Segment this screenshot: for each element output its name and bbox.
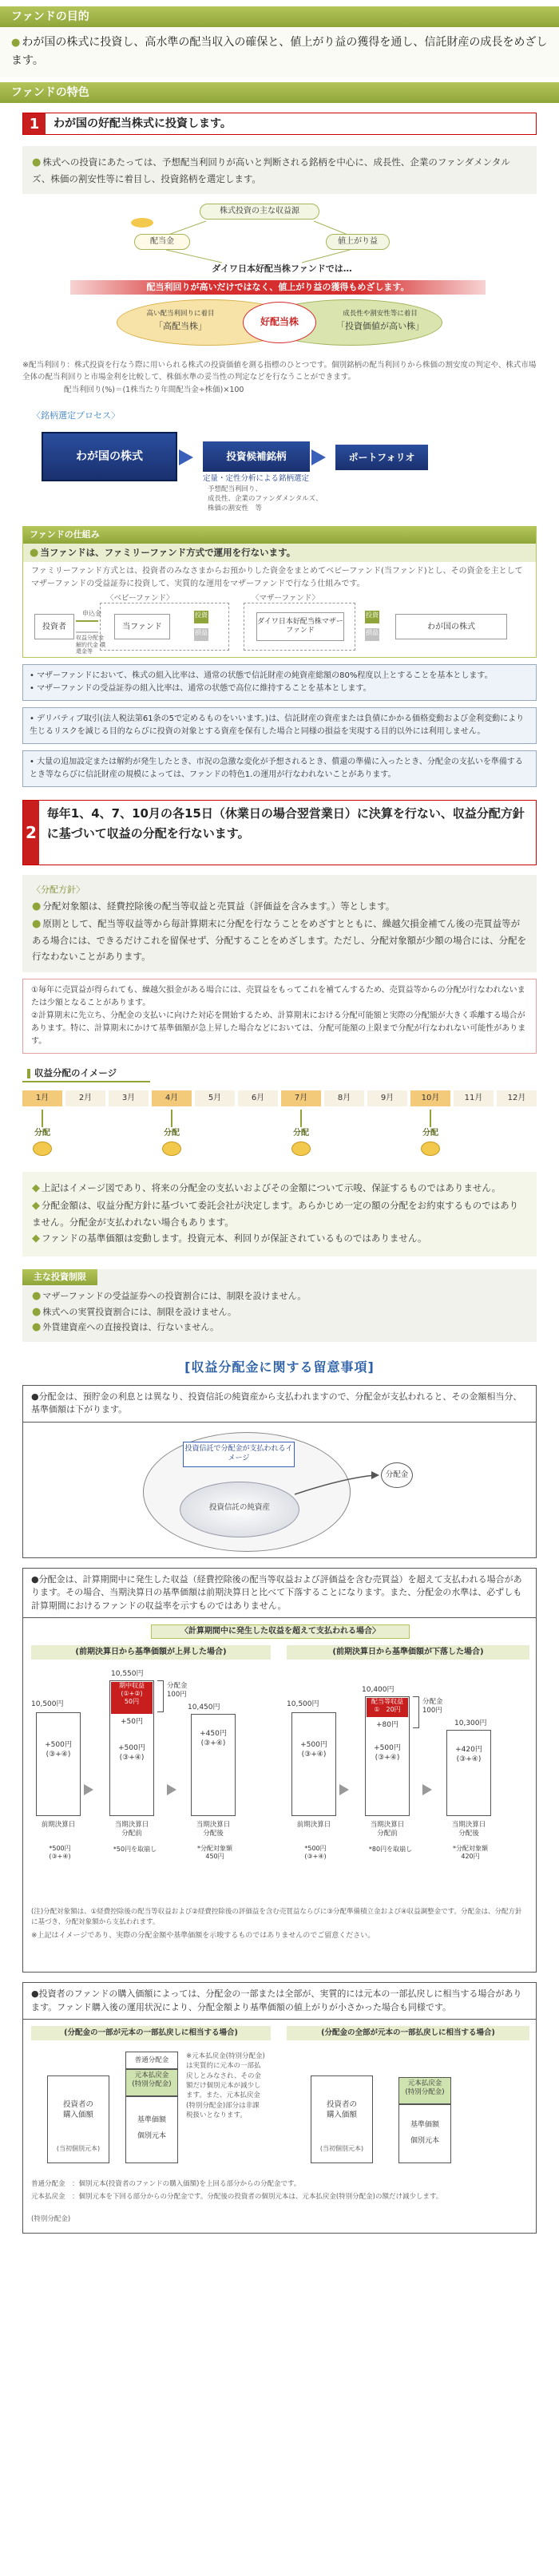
- dividend-yield-note: ※配当利回り：株式投資を行なう際に用いられる株式の投資価値を測る指標のひとつです。個別銘柄の配当利回りから株価の割安度の判定や、株式市場全体の配当利回りと市場金利を比較して、株価水準の妥当性の判定などを行なうことができます。: [22, 360, 537, 382]
- bar-part: +450円 (③+④): [200, 1730, 227, 1747]
- month-cell: 12月: [497, 1090, 537, 1106]
- b2-ret: 元本払戻金 (特別分配金): [398, 2077, 451, 2104]
- investor-box: 投資者: [34, 614, 74, 639]
- month-row: [22, 1090, 537, 1106]
- process-candidate: 投資候補銘柄: [203, 441, 310, 472]
- amount-note: *500円 (③+④): [304, 1845, 327, 1861]
- dist-notes-title: [収益分配金に関する留意事項]: [184, 1359, 375, 1375]
- arrow-icon: [422, 1784, 432, 1795]
- img-note: ◆ 上記はイメージ図であり、将来の分配金の支払いおよびその金額について示唆、保証するものではありません。: [32, 1181, 502, 1194]
- right-label: 「投資価値が高い株」: [336, 320, 424, 331]
- month-cell: 9月: [367, 1090, 407, 1106]
- dividend-label: 配当金: [134, 234, 190, 250]
- bullet-icon: ●: [32, 1321, 42, 1334]
- notes-3: [22, 750, 537, 787]
- caution-box: [22, 979, 537, 1054]
- point-title: わが国の好配当株式に投資します。: [54, 117, 232, 130]
- coin-icon: [291, 1142, 311, 1156]
- invest-tag: 投資: [365, 611, 379, 623]
- b1-nav: 基準価額: [137, 2116, 166, 2125]
- gain-tag: 損益: [365, 628, 379, 641]
- nav-pot-label: 投資信託の純資産: [208, 1502, 270, 1512]
- value-label: 10,400円: [362, 1686, 394, 1695]
- example-note-1: (注)分配対象額は、①経費控除後の配当等収益および②経費控除後の評価益を含む売買益ならびに③分配準備積立金および④収益調整金です。分配金は、分配方針に基づき、分配対象額から支払われます。: [31, 1908, 522, 1927]
- arrow-icon: [167, 1784, 176, 1795]
- dist-p1: ●分配金は、預貯金の利息とは異なり、投資信託の純資産から支払われますので、分配金が支払われると、その金額相当分、基準価額は下がります。: [22, 1385, 537, 1423]
- limit-item: ● 株式への実質投資割合には、制限を設けません。: [32, 1305, 237, 1318]
- value-label: 10,500円: [287, 1700, 319, 1709]
- point-1: [22, 113, 537, 135]
- month-cell: 5月: [195, 1090, 235, 1106]
- img-note: ◆ ファンドの基準価額は変動します。投資元本、利回りが保証されているものではありません。: [32, 1233, 427, 1245]
- month-cell: 11月: [454, 1090, 494, 1106]
- bullet-icon: ●: [31, 1988, 39, 2000]
- b2-buy: 投資者の 購入価額: [326, 2100, 357, 2120]
- period-label: 前期決算日: [41, 1821, 76, 1830]
- invest-tag: 投資: [194, 611, 208, 623]
- example-block: [22, 1618, 537, 1973]
- bullet-icon: ●: [32, 1305, 42, 1318]
- bullet-icon: ●: [32, 156, 42, 169]
- mechanism-lead: ● 当ファンドは、ファミリーファンド方式で運用を行ないます。: [23, 544, 536, 563]
- month-cell: 8月: [324, 1090, 364, 1106]
- bar-part: +420円 (③+④): [455, 1746, 482, 1763]
- arrow-icon: [84, 1784, 93, 1795]
- bar-part: +500円 (③+④): [118, 1744, 145, 1762]
- b2-buy2: (当初個別元本): [319, 2145, 364, 2153]
- dist-p2: ●分配金は、計算期間中に発生した収益（経費控除後の配当等収益および評価益を含む売買益）を超えて支払われる場合があります。その場合、当期決算日の基準価額は前期決算日と比べて下落することになります。また、分配金の水準は、必ずしも計算期間におけるファンドの収益率を示すものではありません。: [22, 1568, 537, 1619]
- subscribe-label: 申込金: [82, 610, 101, 618]
- mechanism-title: ファンドの仕組み: [23, 527, 536, 544]
- note-item: • デリバティブ取引(法人税法第61条の5で定めるものをいいます。)は、信託財産の資産または負債にかかる価格変動および金利変動により生じるリスクを減じる目的ならびに投資の対象とする資産を保有した場合と同様の損益を実現する目的以外には利用しません。: [30, 714, 525, 737]
- limits-box: [22, 1269, 537, 1342]
- note-item: • マザーファンドにおいて、株式の組入比率は、通常の状態で信託財産の純資産総額の80%程度以上とすることを基本とします。: [30, 671, 493, 681]
- mechanism-box: [22, 526, 537, 658]
- nav-image: [22, 1423, 537, 1558]
- selection-process: [22, 425, 537, 515]
- b2-title: (分配金の全部が元本の一部払戻しに相当する場合): [287, 2026, 529, 2040]
- mother-fund-box: ダイワ日本好配当株マザーファンド: [256, 612, 344, 641]
- policy-item: ● 原則として、配当等収益等から毎計算期末に分配を行なうことをめざすとともに、繰越欠損金補てん後の売買益等がある場合には、できるだけこれを留保せず、分配することをめざします。ただし、分配対象額が少額の場合には、分配を行なわないことがあります。: [32, 918, 527, 962]
- value-label: 10,300円: [454, 1719, 487, 1728]
- prev-bar: [291, 1712, 336, 1816]
- amount-note: *分配対象額 420円: [453, 1845, 488, 1861]
- b2-nav: 基準価額: [410, 2121, 439, 2130]
- left-title: (前期決算日から基準価額が上昇した場合): [31, 1645, 271, 1660]
- right-small: 成長性や割安性等に着目: [343, 309, 418, 318]
- month-cell: 10月: [410, 1090, 450, 1106]
- example-note-2: ※上記はイメージであり、実際の分配金額や基準価額を示唆するものではありませんのでご留意ください。: [31, 1932, 375, 1941]
- process-under4: 株価の割安性 等: [208, 505, 263, 513]
- right-title: (前期決算日から基準価額が下落した場合): [287, 1645, 529, 1660]
- point-title: 毎年1、4、7、10月の各15日（休業日の場合翌営業日）に決算を行ない、収益分配方針に基づいて収益の分配を行ないます。: [46, 806, 525, 841]
- amount-note: *分配対象額 450円: [197, 1845, 232, 1861]
- dist-circle: 分配金: [381, 1462, 413, 1488]
- after-bar: [446, 1730, 491, 1816]
- baby-label: 〈ベビーファンド〉: [106, 594, 174, 603]
- fund-label: ダイワ日本好配当株ファンドでは…: [212, 263, 352, 274]
- policy-box: [22, 875, 537, 972]
- dist-label: 分配: [34, 1128, 50, 1138]
- example-title: 〈計算期間中に発生した収益を超えて支払われる場合〉: [151, 1624, 410, 1639]
- month-cell: 3月: [109, 1090, 149, 1106]
- mother-label: 〈マザーファンド〉: [252, 594, 319, 603]
- b1-title: (分配金の一部が元本の一部払戻しに相当する場合): [31, 2026, 271, 2040]
- process-stock: わが国の株式: [42, 432, 177, 481]
- point-number: 2: [23, 801, 39, 865]
- b1-nav-box: [125, 2096, 178, 2163]
- arrow-icon: [311, 449, 326, 465]
- process-portfolio: ポートフォリオ: [335, 445, 428, 470]
- arrow-icon: [179, 449, 193, 465]
- center-label: 好配当株: [260, 315, 299, 327]
- b1-buy: 投資者の 購入価額: [62, 2100, 93, 2120]
- month-cell: 7月: [281, 1090, 321, 1106]
- image-notes: [22, 1172, 537, 1256]
- month-cell: 4月: [152, 1090, 192, 1106]
- dist-label: 分配: [293, 1128, 309, 1138]
- b1-ret: 元本払戻金 (特別分配金): [125, 2069, 178, 2096]
- amount-note: *80円を取崩し: [368, 1846, 413, 1854]
- limit-item: ● 外貨建資産への直接投資は、行ないません。: [32, 1321, 220, 1334]
- right-example: [287, 1664, 529, 1904]
- bar-part: +500円 (③+④): [374, 1744, 401, 1762]
- process-title: 〈銘柄選定プロセス〉: [32, 410, 120, 421]
- footnote-1: 普通分配金 ：個別元本(投資者のファンドの購入価額)を上回る部分からの分配金です。: [31, 2180, 301, 2189]
- notes-1: [22, 664, 537, 701]
- period-label: 当期決算日 分配後: [196, 1821, 231, 1838]
- bullet-icon: ●: [32, 1290, 42, 1303]
- bullet-icon: ●: [32, 900, 42, 913]
- dist-label: 分配: [422, 1128, 438, 1138]
- arrow-left-icon: [76, 631, 98, 633]
- income-figure: [22, 197, 537, 357]
- caution-item: ②計算期末に先立ち、分配金の支払いに向けた対応を開始するため、計算期末における分配可能額と実際の分配額が大きく乖離する場合があります。特に、計算期末にかけて基準価額が急上昇した場合などにおいては、分配可能額の上限まで分配が行なわれない可能性があります。: [31, 1011, 526, 1047]
- bullet-icon: ◆: [32, 1233, 40, 1245]
- dist-arrow-icon: [171, 1110, 172, 1127]
- refund-label: 収益分配金 解約代金 償還金等: [76, 635, 106, 655]
- period-label: 当期決算日 分配前: [114, 1821, 149, 1838]
- title-marker: [27, 1069, 30, 1078]
- income-source-header: 株式投資の主な収益源: [200, 204, 319, 220]
- note-item: • マザーファンドの受益証券の組入比率は、通常の状態で高位に維持することを基本とします。: [30, 684, 371, 694]
- dist-p3: ●投資者のファンドの購入価額によっては、分配金の一部または全部が、実質的には元本の一部払戻しに相当する場合があります。ファンド購入後の運用状況により、分配金額より基準価額の値上がりが小さかった場合も同様です。: [22, 1982, 537, 2020]
- nav-arrow-icon: [23, 1423, 537, 1558]
- bar-part: +500円 (③+④): [300, 1741, 327, 1759]
- b1-ord: 普通分配金: [125, 2052, 178, 2069]
- bar-part: +80円: [376, 1721, 398, 1730]
- dist-label: 分配金 100円: [422, 1698, 443, 1715]
- capital-gain-label: 値上がり益: [326, 234, 390, 250]
- mechanism-desc: ファミリーファンド方式とは、投資者のみなさまからお預かりした資金をまとめてベビーファンド(当ファンド)とし、その資金を主としてマザーファンドの受益証券に投資して、実質的な運用をマザーファンドで行なう仕組みです。: [31, 567, 523, 588]
- process-under2: 予想配当利回り、: [208, 485, 263, 494]
- policy-item: ● 分配対象額は、経費控除後の配当等収益と売買益（評価益を含みます。）等とします。: [32, 900, 395, 913]
- amount-note: *50円を取崩し: [113, 1846, 157, 1854]
- point1-body: ● 株式への投資にあたっては、予想配当利回りが高いと判断される銘柄を中心に、成長性、企業のファンダメンタルズ、株価の割安性等に着目し、投資銘柄を選定します。: [22, 146, 537, 194]
- notes-2: [22, 707, 537, 744]
- footnote-2: 元本払戻金 ：個別元本を下回る部分からの分配金です。分配後の投資者の個別元本は、元本払戻金(特別分配金)の額だけ減少します。: [31, 2193, 443, 2202]
- arrow-right-icon: [76, 620, 98, 622]
- bullet-icon: ●: [31, 1573, 39, 1585]
- value-label: 10,500円: [31, 1700, 64, 1709]
- caution-item: ①毎年に売買益が得られても、繰越欠損金がある場合には、売買益をもってこれを補てんするため、売買益等からの分配が行なわれないまたは少額となることがあります。: [31, 986, 525, 1008]
- b1-ind: 個別元本: [137, 2132, 166, 2141]
- dist-arrow-icon: [300, 1110, 302, 1127]
- income-box: 期中収益 (①+②) 50円: [111, 1682, 153, 1714]
- coin-icon: [131, 218, 153, 228]
- point-number: 1: [23, 113, 46, 134]
- dist-label: 分配金 100円: [167, 1682, 188, 1700]
- dist-label: 分配: [164, 1128, 180, 1138]
- limits-title: 主な投資制限: [22, 1269, 97, 1286]
- fund-banner: 配当利回りが高いだけではなく、値上がり益の獲得もめざします。: [70, 280, 486, 295]
- process-under1: 定量・定性分析による銘柄選定: [203, 474, 310, 484]
- process-under3: 成長性、企業のファンダメンタルズ、: [208, 495, 323, 504]
- value-label: 10,550円: [111, 1670, 144, 1679]
- purpose-text: ● わが国の株式に投資し、高水準の配当収入の確保と、値上がり益の獲得を通し、信託財産の成長をめざします。: [0, 27, 559, 77]
- footnote-3: (特別分配金): [31, 2215, 71, 2224]
- arrow-icon: [339, 1784, 349, 1795]
- dist-arrow-icon: [42, 1110, 43, 1127]
- bullet-icon: ●: [31, 1391, 39, 1402]
- income-box: 配当等収益 ① 20円: [367, 1698, 408, 1717]
- dist-bracket: [413, 1696, 419, 1728]
- period-label: 当期決算日 分配前: [370, 1821, 405, 1838]
- left-label: 「高配当株」: [154, 320, 207, 331]
- market-box: わが国の株式: [395, 614, 507, 639]
- dist-image: [22, 1090, 537, 1164]
- dist-arrow-icon: [430, 1110, 431, 1127]
- period-label: 前期決算日: [296, 1821, 331, 1830]
- period-label: 当期決算日 分配後: [451, 1821, 486, 1838]
- dist-bracket: [157, 1680, 164, 1712]
- b1-side: ※元本払戻金(特別分配金)は実質的に元本の一部払戻しとみなされ、その金額だけ個別元本が減少します。また、元本払戻金(特別分配金)部分は非課税扱いとなります。: [186, 2052, 265, 2119]
- coin-icon: [421, 1142, 440, 1156]
- features-header: ファンドの特色: [0, 82, 559, 103]
- left-small: 高い配当利回りに着目: [146, 309, 215, 318]
- purpose-header: ファンドの目的: [0, 6, 559, 27]
- bullet-icon: ●: [32, 918, 42, 931]
- img-note: ◆ 分配金額は、収益分配方針に基づいて委託会社が決定します。あらかじめ一定の額の分配をお約束するものではありません。分配金が支払われない場合もあります。: [32, 1199, 519, 1228]
- value-label: 10,450円: [188, 1703, 220, 1712]
- prev-bar: [36, 1712, 81, 1816]
- month-cell: 6月: [238, 1090, 278, 1106]
- amount-note: *500円 (③+④): [49, 1845, 71, 1861]
- bullet-icon: ●: [11, 37, 21, 49]
- b2-nav-box: [398, 2104, 451, 2163]
- bullet-icon: ●: [30, 546, 39, 559]
- mechanism-diagram: [23, 593, 536, 657]
- gain-tag: 損益: [194, 628, 208, 641]
- coin-icon: [33, 1142, 52, 1156]
- policy-title: 〈分配方針〉: [32, 884, 85, 896]
- b2-ind: 個別元本: [410, 2137, 439, 2146]
- refund-block: [22, 2020, 537, 2234]
- coin-icon: [162, 1142, 181, 1156]
- b1-buy2: (当初個別元本): [56, 2145, 101, 2153]
- point-2: [22, 800, 537, 865]
- month-cell: 2月: [65, 1090, 105, 1106]
- limit-item: ● マザーファンドの受益証券への投資割合には、制限を設けません。: [32, 1290, 307, 1303]
- baby-fund-box: 当ファンド: [114, 614, 170, 639]
- bullet-icon: ◆: [32, 1181, 40, 1194]
- note-item: • 大量の追加設定または解約が発生したとき、市況の急激な変化が予想されるとき、償還の準備に入ったとき、分配金の支払いを準備するとき等ならびに信託財産の規模によっては、ファンドの特色1.の運用が行なわれないことがあります。: [30, 758, 523, 780]
- dividend-yield-formula: 配当利回り(%)＝(1株当たり年間配当金÷株価)×100: [64, 386, 244, 395]
- left-example: [31, 1664, 271, 1904]
- bullet-icon: ◆: [32, 1199, 40, 1212]
- dist-row: [22, 1106, 537, 1162]
- month-cell: 1月: [22, 1090, 62, 1106]
- dist-image-title: 収益分配のイメージ: [22, 1066, 150, 1082]
- bar-part: +50円: [121, 1718, 143, 1727]
- bar-part: +500円 (③+④): [45, 1741, 72, 1759]
- nav-image-label: 投資信託で分配金が支払われるイメージ: [183, 1442, 295, 1467]
